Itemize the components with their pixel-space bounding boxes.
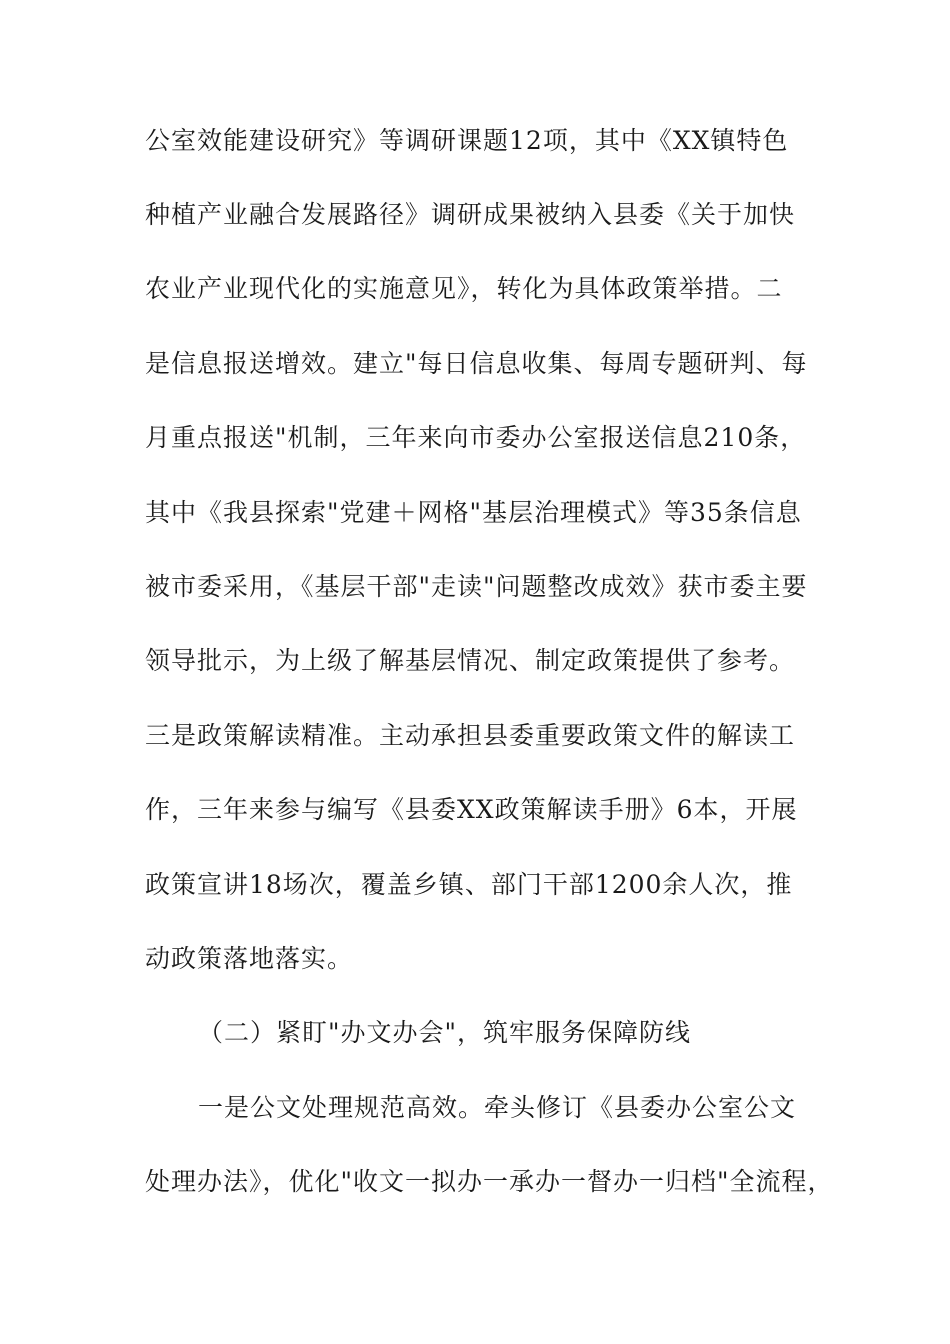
- paragraph-line: 种植产业融合发展路径》调研成果被纳入县委《关于加快: [145, 200, 796, 229]
- paragraph-line: 处理办法》，优化"收文一拟办一承办一督办一归档"全流程，: [145, 1167, 834, 1196]
- paragraph-line: 公室效能建设研究》等调研课题12项，其中《XX镇特色: [145, 126, 789, 155]
- paragraph-line: 作，三年来参与编写《县委XX政策解读手册》6本，开展: [145, 795, 798, 824]
- paragraph-line: 动政策落地落实。: [145, 944, 354, 973]
- paragraph-line: 农业产业现代化的实施意见》，转化为具体政策举措。二: [145, 274, 783, 303]
- paragraph-line: 一是公文处理规范高效。牵头修订《县委办公室公文: [198, 1093, 797, 1122]
- paragraph-line: 被市委采用，《基层干部"走读"问题整改成效》获市委主要: [145, 572, 808, 601]
- paragraph-line: 其中《我县探索"党建＋网格"基层治理模式》等35条信息: [145, 498, 802, 527]
- paragraph-line: 政策宣讲18场次，覆盖乡镇、部门干部1200余人次，推: [145, 870, 793, 899]
- paragraph-line: 三是政策解读精准。主动承担县委重要政策文件的解读工: [145, 721, 796, 750]
- paragraph-line: 月重点报送"机制，三年来向市委办公室报送信息210条，: [145, 423, 807, 452]
- section-heading: （二）紧盯"办文办会"，筑牢服务保障防线: [198, 1018, 691, 1047]
- paragraph-line: 是信息报送增效。建立"每日信息收集、每周专题研判、每: [145, 349, 808, 378]
- paragraph-line: 领导批示，为上级了解基层情况、制定政策提供了参考。: [145, 646, 796, 675]
